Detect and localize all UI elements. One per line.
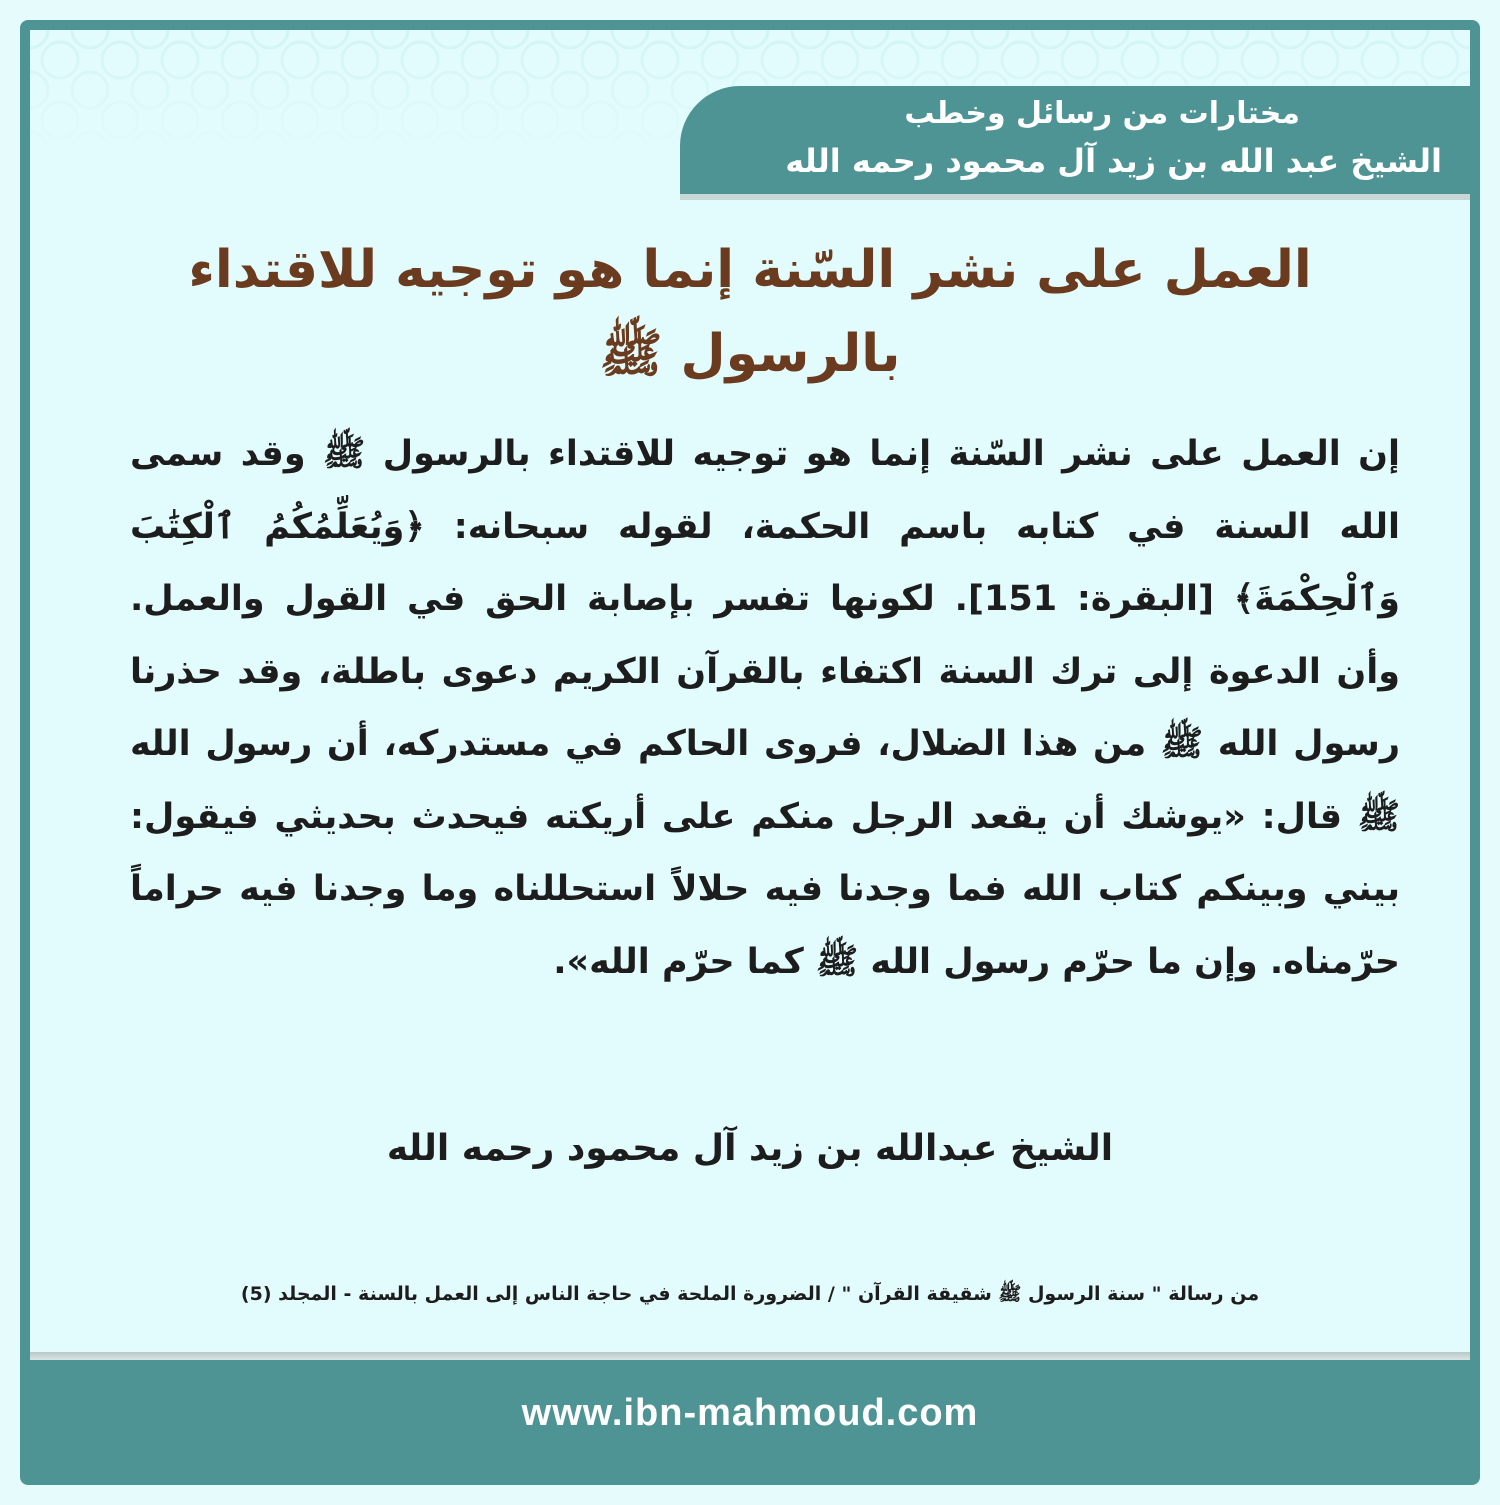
source-citation: من رسالة " سنة الرسول ﷺ شقيقة القرآن " / الضرورة الملحة في حاجة الناس إلى العمل بالسنة - المجلد (5) (240, 1283, 1260, 1305)
author-signature: الشيخ عبدالله بن زيد آل محمود رحمه الله (386, 1128, 1114, 1169)
header-author: الشيخ عبد الله بن زيد آل محمود رحمه الله (785, 142, 1442, 180)
header-series-title: مختارات من رسائل وخطب (904, 96, 1300, 131)
article-body: إن العمل على نشر السّنة إنما هو توجيه للاقتداء بالرسول ﷺ وقد سمى الله السنة في كتابه باسم الحكمة، لقوله سبحانه: ﴿وَيُعَلِّمُكُمُ ٱلْكِتَٰبَ وَٱلْحِكْمَةَ﴾ [البقرة: 151]. لكونها تفسر بإصابة الحق في القول والعمل. وأن الدعوة إلى ترك السنة اكتفاء بالقرآن الكريم دعوى باطلة، وقد حذرنا رسول الله ﷺ من هذا الضلال، فروى الحاكم في مستدركه، أن رسول الله ﷺ قال: «يوشك أن يقعد الرجل منكم على أريكته فيحدث بحديثي فيقول: بيني وبينكم كتاب الله فما وجدنا فيه حلالاً استحللناه وما وجدنا فيه حراماً حرّمناه. وإن ما حرّم رسول الله ﷺ كما حرّم الله». (130, 434, 1400, 982)
outer-frame (20, 20, 1480, 1485)
header-banner (680, 86, 1470, 200)
panel-divider (30, 1352, 1470, 1360)
website-link[interactable]: www.ibn-mahmoud.com (521, 1392, 979, 1434)
article-title: العمل على نشر السّنة إنما هو توجيه للاقتداء بالرسول ﷺ (188, 240, 1312, 384)
